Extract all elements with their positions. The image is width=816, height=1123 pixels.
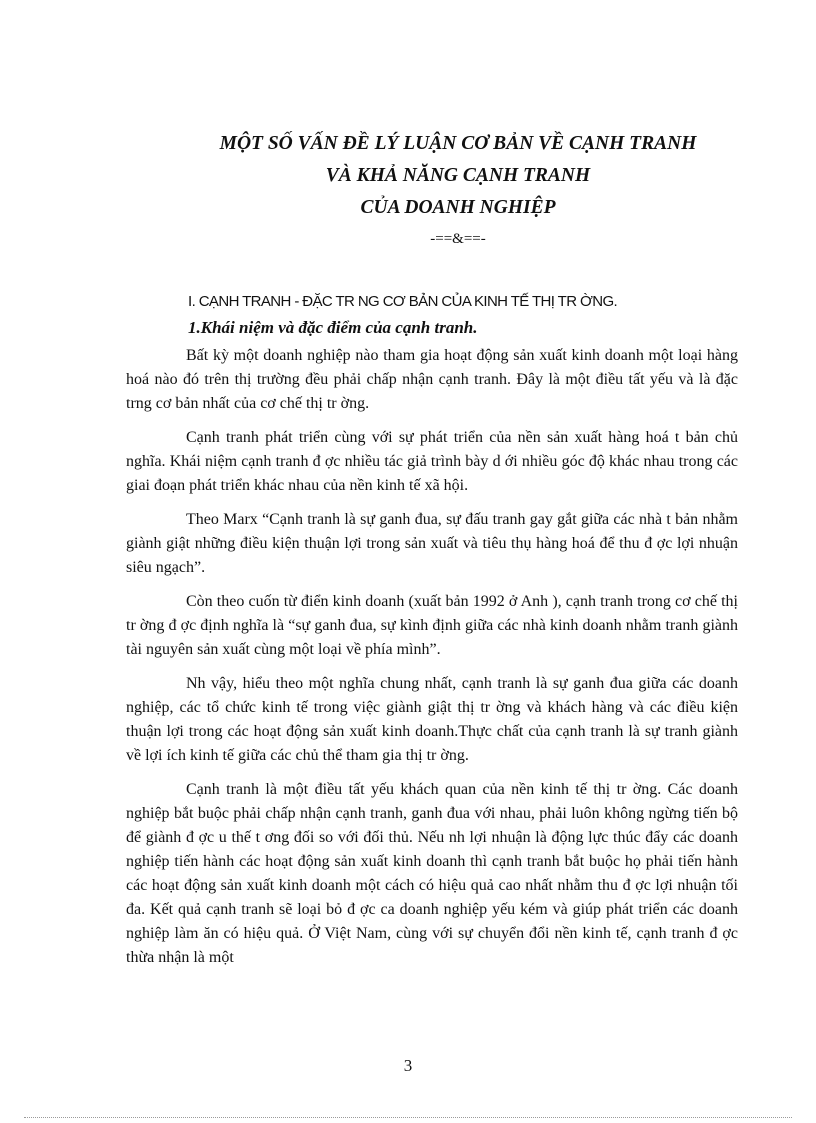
paragraph-1: Bất kỳ một doanh nghiệp nào tham gia hoạt động sản xuất kinh doanh một loại hàng hoá nào đó trên thị trường đều phải chấp nhận cạnh tranh. Đây là một điều tất yếu và là đặc trng cơ bản nhất của cơ chế thị tr ờng.	[126, 347, 738, 412]
title-line-2: VÀ KHẢ NĂNG CẠNH TRANH	[325, 165, 591, 186]
document-title	[100, 128, 816, 224]
title-line-3: CỦA DOANH NGHIỆP	[360, 197, 556, 218]
paragraph-5: Nh vậy, hiểu theo một nghĩa chung nhất, cạnh tranh là sự ganh đua giữa các doanh nghiệp, các tổ chức kinh tế trong việc giành giật thị tr ờng và khách hàng và các điều kiện thuận lợi trong các hoạt động sản xuất kinh doanh.Thực chất của cạnh tranh là sự tranh giành về lợi ích kinh tế giữa các chủ thể tham gia thị tr ờng.	[126, 675, 738, 764]
paragraph-2: Cạnh tranh phát triển cùng với sự phát triển của nền sản xuất hàng hoá t bản chủ nghĩa. Khái niệm cạnh tranh đ ợc nhiều tác giả trình bày d ới nhiều góc độ khác nhau trong các giai đoạn phát triển khác nhau của nền kinh tế xã hội.	[126, 429, 738, 494]
title-separator: -==&==-	[430, 231, 486, 247]
body-text	[126, 344, 738, 980]
page-bottom-divider	[24, 1117, 792, 1118]
paragraph-6: Cạnh tranh là một điều tất yếu khách quan của nền kinh tế thị tr ờng. Các doanh nghiệp bắt buộc phải chấp nhận cạnh tranh, ganh đua với nhau, phải luôn không ngừng tiến bộ để giành đ ợc u thế t ơng đối so với đối thủ. Nếu nh lợi nhuận là động lực thúc đẩy các doanh nghiệp tiến hành các hoạt động sản xuất kinh doanh thì cạnh tranh bắt buộc họ phải tiến hành các hoạt động sản xuất kinh doanh một cách có hiệu quả cao nhất nhằm thu đ ợc lợi nhuận tối đa. Kết quả cạnh tranh sẽ loại bỏ đ ợc ca doanh nghiệp yếu kém và giúp phát triển các doanh nghiệp làm ăn có hiệu quả. Ở Việt Nam, cùng với sự chuyển đổi nền kinh tế, cạnh tranh đ ợc thừa nhận là một	[126, 781, 738, 966]
section-heading: I. CẠNH TRANH - ĐẶC TR NG CƠ BẢN CỦA KINH TẾ THỊ TR ỜNG.	[188, 293, 618, 310]
paragraph-3: Theo Marx “Cạnh tranh là sự ganh đua, sự đấu tranh gay gắt giữa các nhà t bản nhằm giành giật những điều kiện thuận lợi trong sản xuất và tiêu thụ hàng hoá để thu đ ợc lợi nhuận siêu ngạch”.	[126, 511, 738, 576]
title-line-1: MỘT SỐ VẤN ĐỀ LÝ LUẬN CƠ BẢN VỀ CẠNH TRANH	[219, 133, 697, 154]
page-number: 3	[403, 1056, 413, 1075]
subsection-heading: 1.Khái niệm và đặc điểm của cạnh tranh.	[188, 318, 478, 337]
paragraph-4: Còn theo cuốn từ điển kinh doanh (xuất bản 1992 ở Anh ), cạnh tranh trong cơ chế thị tr ờng đ ợc định nghĩa là “sự ganh đua, sự kình định giữa các nhà kinh doanh nhằm tranh giành tài nguyên sản xuất cùng một loại về phía mình”.	[126, 593, 738, 658]
